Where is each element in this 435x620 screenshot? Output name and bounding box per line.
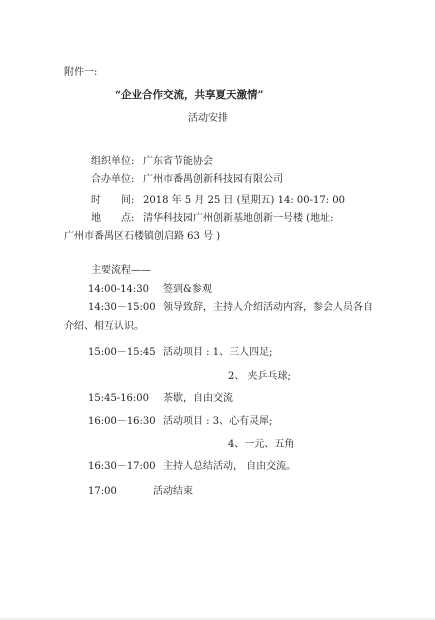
schedule-desc: 活动结束 [153, 486, 193, 497]
schedule-desc: 领导致辞，主持人介绍活动内容，参会人员各自 [163, 302, 373, 313]
schedule-desc: 签到&参观 [163, 284, 212, 295]
cooperator-label: 合办单位: [91, 174, 135, 185]
schedule-time: 16:30－17:00 [88, 461, 156, 472]
schedule-desc: 茶歇，自由交流 [163, 393, 233, 404]
document-title: “企业合作交流，共享夏天激情” [115, 89, 264, 101]
time-label: 时 间: [91, 195, 135, 206]
schedule-time: 15:45-16:00 [88, 393, 150, 404]
place-label: 地 点: [91, 213, 135, 224]
schedule-time: 17:00 [88, 486, 117, 497]
schedule-desc-continued: 2、 夹乒乓球; [228, 371, 291, 382]
time-value: 2018 年 5 月 25 日 (星期五) 14: 00-17: 00 [143, 195, 345, 206]
schedule-time: 16:00－16:30 [88, 416, 156, 427]
place-value-line1: 清华科技园广州创新基地创新一号楼 (地址: [143, 213, 334, 224]
schedule-heading: 主要流程—— [91, 265, 151, 276]
organizer-label: 组织单位: [91, 156, 135, 167]
schedule-time: 15:00－15:45 [88, 347, 156, 358]
attachment-label: 附件一: [64, 67, 98, 78]
document-subtitle: 活动安排 [188, 113, 228, 124]
place-value-line2: 广州市番禺区石楼镇创启路 63 号 ) [64, 231, 221, 242]
schedule-desc: 活动项目 : 3、心有灵犀; [163, 416, 273, 427]
schedule-time: 14:30－15:00 [88, 302, 156, 313]
schedule-desc: 主持人总结活动， 自由交流。 [163, 461, 297, 472]
schedule-desc-continued: 4、一元、五角 [228, 439, 295, 450]
cooperator-value: 广州市番禺创新科技园有限公司 [143, 174, 283, 185]
schedule-desc-continued: 介绍、相互认识。 [64, 321, 144, 332]
schedule-desc: 活动项目 : 1、三人四足; [163, 347, 273, 358]
organizer-value: 广东省节能协会 [143, 156, 213, 167]
schedule-time: 14:00-14:30 [88, 284, 150, 295]
